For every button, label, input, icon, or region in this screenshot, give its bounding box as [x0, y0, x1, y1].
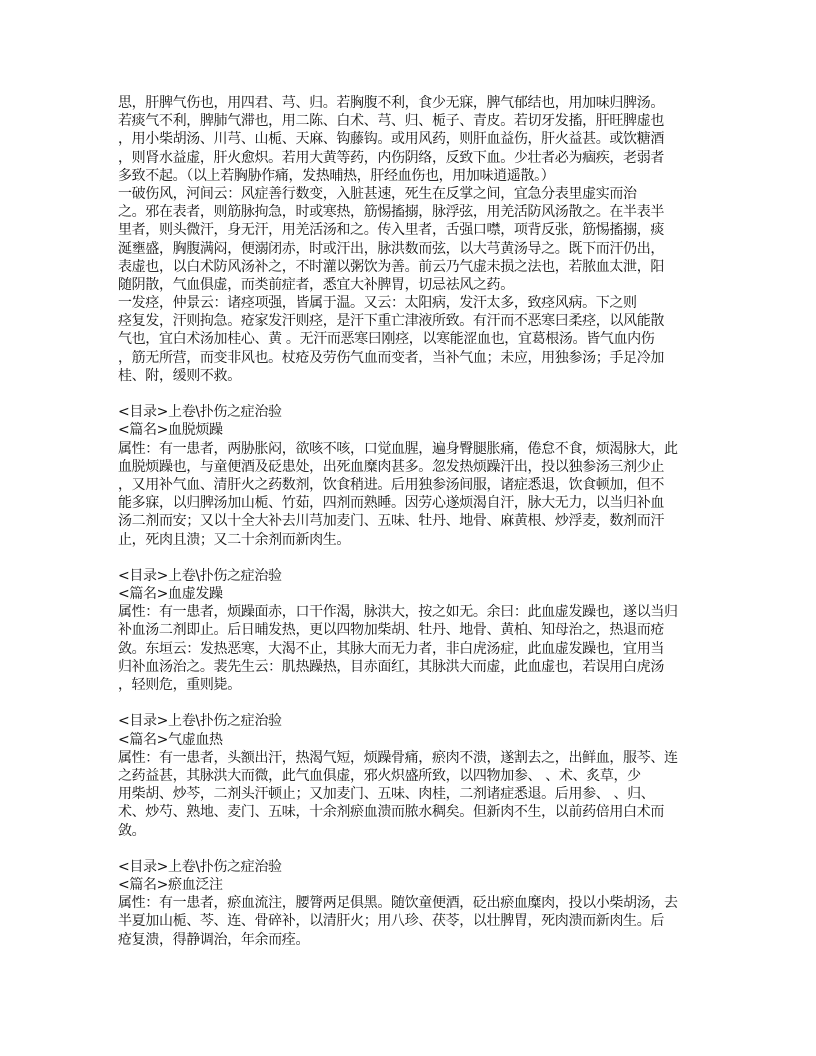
text-line: 一破伤风，河间云：风症善行数变，入脏甚速，死生在反掌之间，宜急分表里虚实而治 — [118, 185, 637, 202]
text-line: 多致不起。（以上若胸胁作痛，发热晡热，肝经血伤也，用加味逍遥散。） — [118, 167, 555, 184]
text-line: 归补血汤治之。裴先生云：肌热躁热，目赤面红，其脉洪大而虚，此血虚也，若误用白虎汤 — [118, 658, 664, 675]
text-line: 若痰气不利，脾肺气滞也，用二陈、白术、芎、归、栀子、青皮。若切牙发搐，肝旺脾虚也 — [118, 113, 664, 130]
section-title: <篇名>气虚血热 — [118, 731, 223, 748]
text-line: 痉复发，汗则拘急。疮家发汗则痉，是汗下重亡津液所致。有汗而不恶寒曰柔痉，以风能散 — [118, 313, 664, 330]
text-line: 表虚也，以白术防风汤补之，不时灌以粥饮为善。前云乃气虚未损之法也，若脓血太泄，阳 — [118, 258, 664, 275]
text-line: ，又用补气血、清肝火之药数剂，饮食稍进。后用独参汤间服，诸症悉退，饮食顿加，但不 — [118, 476, 664, 493]
text-line: 属性：有一患者，头额出汗，热渴气短，烦躁骨痛，瘀肉不溃，遂割去之，出鲜血，服芩、连 — [118, 749, 678, 766]
section-catalog-heading: <目录>上卷\扑伤之症治验 — [118, 404, 282, 421]
text-line: 属性：有一患者，两胁胀闷，欲咳不咳，口觉血腥，遍身臀腿胀痛，倦怠不食，烦渴脉大，此 — [118, 440, 678, 457]
text-line: 止，死肉且溃；又二十余剂而新肉生。 — [118, 531, 351, 548]
text-line: ，轻则危，重则毙。 — [118, 677, 241, 693]
text-line: 随阴散，气血俱虚，而类前症者，悉宜大补脾胃，切忌祛风之药。 — [118, 276, 514, 293]
blank-line — [118, 840, 718, 858]
text-line: 疮复溃，得静调治，年余而痊。 — [118, 931, 310, 948]
section-catalog-heading: <目录>上卷\扑伤之症治验 — [118, 713, 282, 730]
section-title: <篇名>瘀血泛注 — [118, 877, 223, 894]
text-line: ，筋无所营，而变非风也。杖疮及劳伤气血而变者，当补气血；未应，用独参汤；手足冷加 — [118, 349, 664, 366]
section-title: <篇名>血脱烦躁 — [118, 422, 223, 439]
text-line: 血脱烦躁也，与童便酒及砭患处，出死血糜肉甚多。忽发热烦躁汗出，投以独参汤三剂少止 — [118, 458, 664, 475]
text-line: 汤二剂而安；又以十全大补去川芎加麦门、五味、牡丹、地骨、麻黄根、炒浮麦，数剂而汗 — [118, 513, 664, 530]
text-line: 思，肝脾气伤也，用四君、芎、归。若胸腹不利，食少无寐，脾气郁结也，用加味归脾汤。 — [118, 95, 664, 111]
text-line: 一发痉，仲景云：诸痉项强，皆属于温。又云：太阳病，发汗太多，致痉风病。下之则 — [118, 295, 637, 312]
text-line: 之。邪在表者，则筋脉拘急，时或寒热，筋惕搐搦，脉浮弦，用羌活防风汤散之。在半表半 — [118, 204, 664, 221]
text-line: 敛。东垣云：发热恶寒，大渴不止，其脉大而无力者，非白虎汤症，此血虚发躁也，宜用当 — [118, 640, 664, 657]
section-title: <篇名>血虚发躁 — [118, 586, 223, 603]
document-body — [118, 94, 718, 949]
text-line: 术、炒芍、熟地、麦门、五味，十余剂瘀血溃而脓水稠矣。但新肉不生，以前药倍用白术而 — [118, 804, 664, 821]
text-line: 涎壅盛，胸腹满闷，便溺闭赤，时或汗出，脉洪数而弦，以大芎黄汤导之。既下而汗仍出， — [118, 240, 664, 257]
section-catalog-heading: <目录>上卷\扑伤之症治验 — [118, 858, 282, 875]
text-line: ，则肾水益虚，肝火愈炽。若用大黄等药，内伤阴络，反致下血。少壮者必为痼疾，老弱者 — [118, 149, 664, 166]
text-line: 属性：有一患者，烦躁面赤，口干作渴，脉洪大，按之如无。余曰：此血虚发躁也，遂以当归 — [118, 604, 678, 621]
text-line: 补血汤二剂即止。后日晡发热，更以四物加柴胡、牡丹、地骨、黄柏、知母治之，热退而疮 — [118, 622, 664, 639]
section-catalog-heading: <目录>上卷\扑伤之症治验 — [118, 567, 282, 584]
text-line: 桂、附，缓则不救。 — [118, 367, 241, 384]
blank-line — [118, 385, 718, 403]
text-line: 能多寐，以归脾汤加山栀、竹茹，四剂而熟睡。因劳心遂烦渴自汗，脉大无力，以当归补血 — [118, 495, 664, 512]
text-line: 气也，宜白术汤加桂心、黄 。无汗而恶寒曰刚痉，以寒能涩血也，宜葛根汤。皆气血内伤 — [118, 331, 655, 348]
blank-line — [118, 694, 718, 712]
text-line: 之药益甚，其脉洪大而微，此气血俱虚，邪火炽盛所致，以四物加参、 、术、炙草，少 — [118, 767, 641, 784]
text-line: 半夏加山栀、芩、连、骨碎补，以清肝火；用八珍、茯苓，以壮脾胃，死肉溃而新肉生。后 — [118, 913, 664, 930]
blank-line — [118, 549, 718, 567]
text-line: 用柴胡、炒芩，二剂头汗顿止；又加麦门、五味、肉桂，二剂诸症悉退。后用参、 、归、 — [118, 786, 655, 803]
text-line: 里者，则头微汗，身无汗，用羌活汤和之。传入里者，舌强口噤，项背反张，筋惕搐搦，痰 — [118, 222, 664, 239]
text-line: 属性：有一患者，瘀血流注，腰膂两足俱黑。随饮童便酒，砭出瘀血糜肉，投以小柴胡汤，去 — [118, 895, 678, 912]
text-line: 敛。 — [118, 822, 146, 839]
text-line: ，用小柴胡汤、川芎、山栀、天麻、钩藤钩。或用风药，则肝血益伤，肝火益甚。或饮糖酒 — [118, 131, 664, 148]
